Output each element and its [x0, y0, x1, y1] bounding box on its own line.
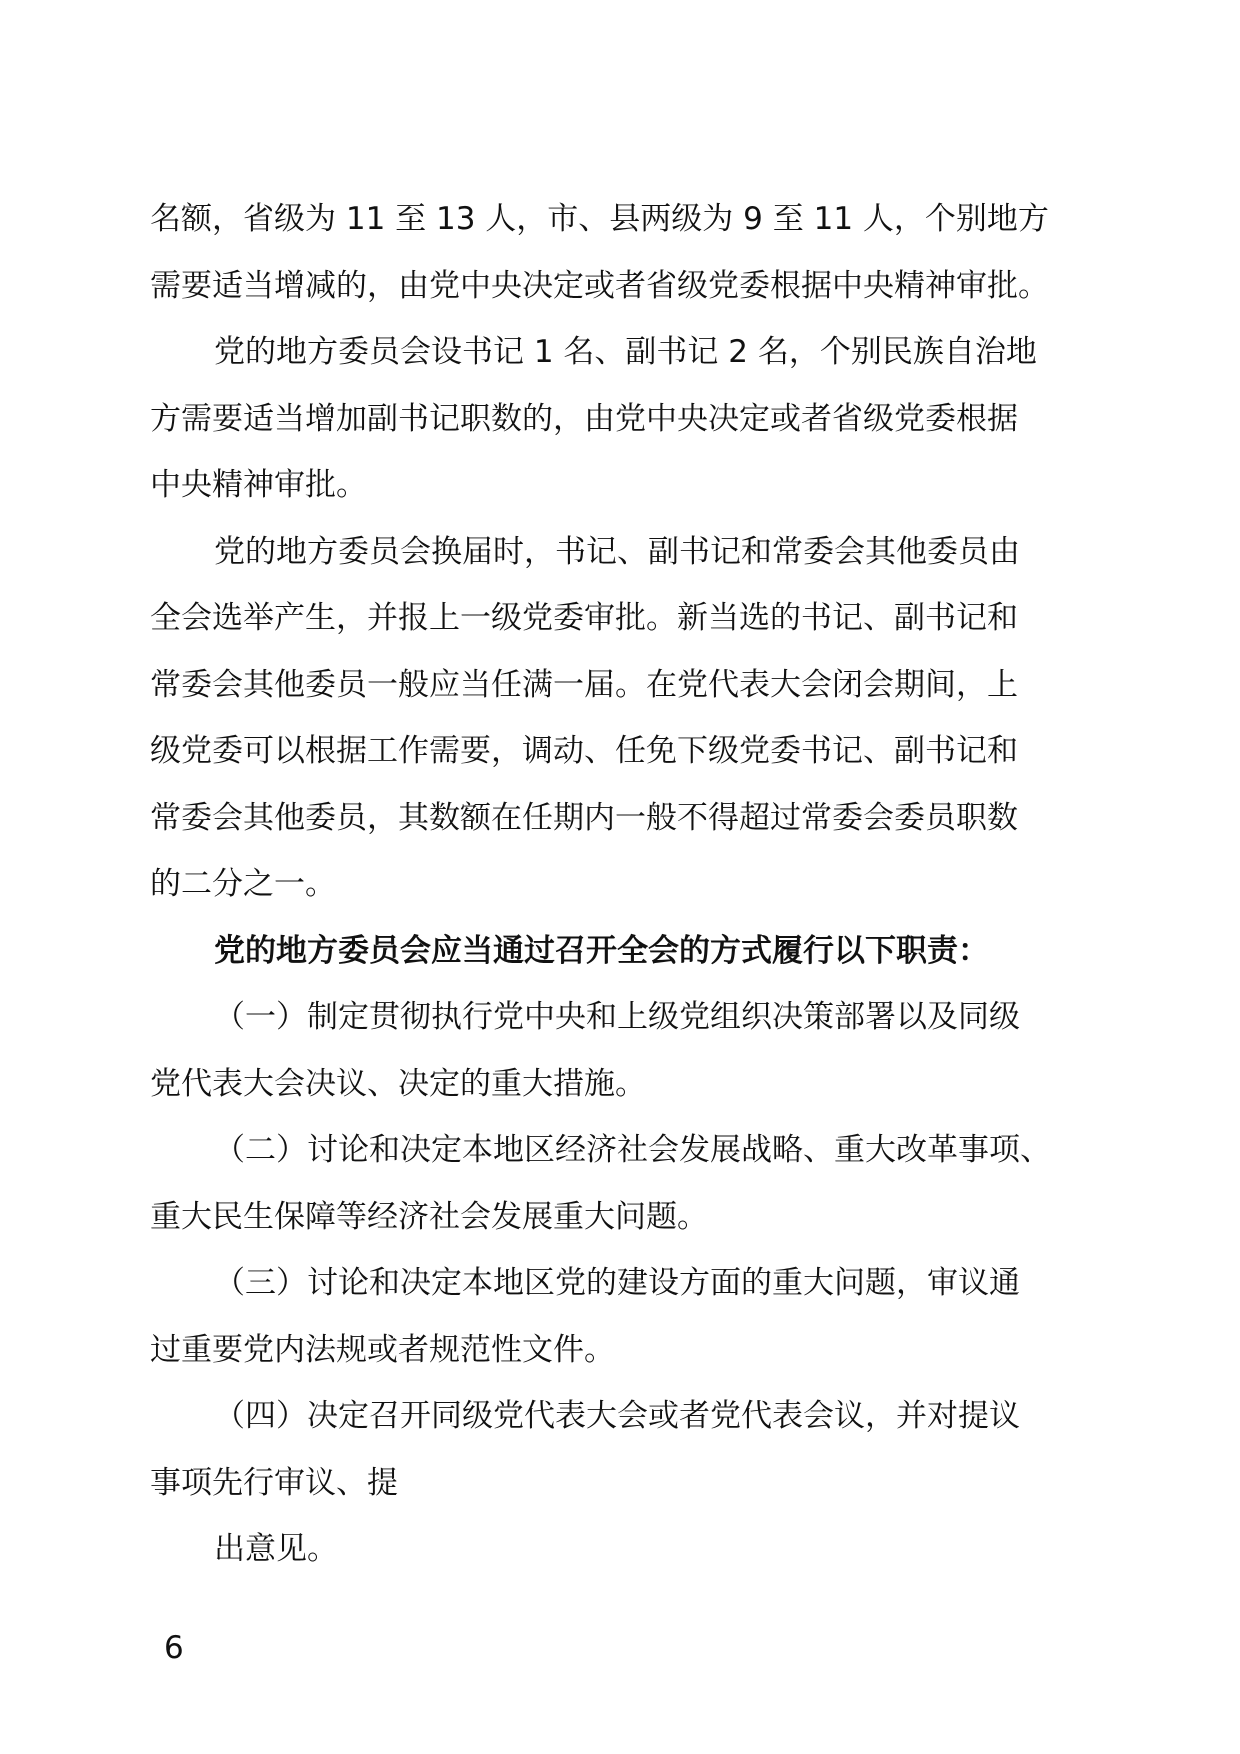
list-item-line: （一）制定贯彻执行党中央和上级党组织决策部署以及同级	[214, 999, 1020, 1035]
list-item-line: （二）讨论和决定本地区经济社会发展战略、重大改革事项、	[214, 1132, 1051, 1168]
document-body	[150, 186, 1090, 1583]
body-line: 党的地方委员会换届时，书记、副书记和常委会其他委员由	[214, 533, 1020, 570]
section-heading: 党的地方委员会应当通过召开全会的方式履行以下职责：	[214, 932, 989, 969]
body-line: 常委会其他委员，其数额在任期内一般不得超过常委会委员职数	[150, 799, 1018, 836]
body-line: 党的地方委员会设书记 1 名、副书记 2 名，个别民族自治地	[214, 334, 1037, 370]
list-item-line: （三）讨论和决定本地区党的建设方面的重大问题，审议通	[214, 1265, 1020, 1301]
page-number: 6	[164, 1630, 184, 1666]
body-line: 全会选举产生，并报上一级党委审批。新当选的书记、副书记和	[150, 600, 1018, 636]
body-line: 的二分之一。	[150, 866, 336, 902]
list-item-line: 事项先行审议、提	[150, 1464, 398, 1501]
body-line: 名额，省级为 11 至 13 人，市、县两级为 9 至 11 人，个别地方	[150, 201, 1049, 237]
list-item-line: （四）决定召开同级党代表大会或者党代表会议，并对提议	[214, 1398, 1020, 1434]
body-line: 需要适当增减的，由党中央决定或者省级党委根据中央精神审批。	[150, 267, 1049, 304]
list-item-line: 过重要党内法规或者规范性文件。	[150, 1331, 615, 1368]
list-item-line: 出意见。	[214, 1531, 338, 1567]
list-item-line: 重大民生保障等经济社会发展重大问题。	[150, 1198, 708, 1235]
body-line: 级党委可以根据工作需要，调动、任免下级党委书记、副书记和	[150, 733, 1018, 769]
body-line: 常委会其他委员一般应当任满一届。在党代表大会闭会期间，上	[150, 666, 1018, 703]
body-line: 方需要适当增加副书记职数的，由党中央决定或者省级党委根据	[150, 400, 1018, 437]
body-line: 中央精神审批。	[150, 467, 367, 503]
list-item-line: 党代表大会决议、决定的重大措施。	[150, 1065, 646, 1102]
